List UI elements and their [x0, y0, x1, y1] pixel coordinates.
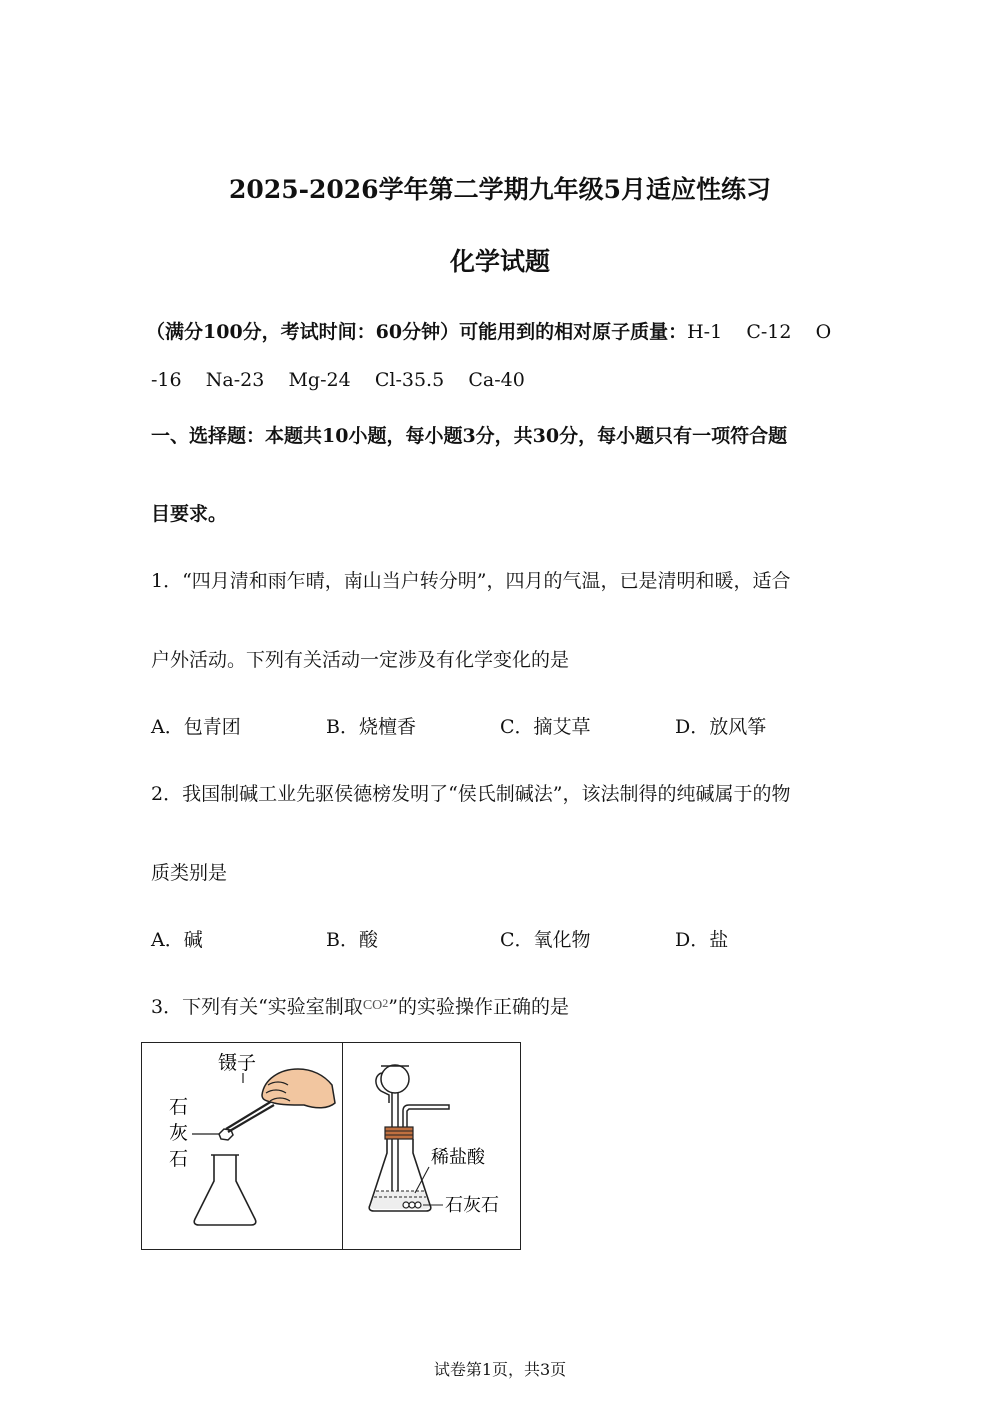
q1-stem-line1: 1．“四月清和雨乍晴，南山当户转分明”，四月的气温，已是清明和暖，适合 [151, 570, 791, 592]
section-heading-line1: 一、选择题：本题共10小题，每小题3分，共30分，每小题只有一项符合题 [151, 425, 788, 447]
tweezers-icon [226, 1101, 272, 1129]
q1-option-c[interactable]: C．摘艾草 [500, 716, 591, 738]
acid-label: 稀盐酸 [431, 1147, 485, 1168]
limestone-piece [403, 1202, 409, 1208]
q2-option-d[interactable]: D．盐 [675, 929, 729, 951]
section-heading-line2: 目要求。 [151, 503, 228, 525]
tweezers-label: 镊子 [218, 1052, 257, 1074]
co2-formula: CO [362, 998, 383, 1013]
limestone-label-3: 石 [169, 1148, 189, 1170]
q2-option-c[interactable]: C．氧化物 [500, 929, 591, 951]
page-footer: 试卷第1页，共3页 [433, 1360, 567, 1379]
exam-info-bold: （满分100分，考试时间：60分钟）可能用到的相对原子质量： [146, 321, 688, 343]
q1-option-a[interactable]: A．包青团 [151, 716, 241, 738]
apparatus-panel [343, 1043, 520, 1249]
q1-option-b[interactable]: B．烧檀香 [326, 716, 416, 738]
q1-option-d[interactable]: D．放风筝 [675, 716, 767, 738]
conical-flask-icon [194, 1155, 256, 1225]
co2-subscript: 2 [382, 996, 389, 1010]
q2-option-b[interactable]: B．酸 [326, 929, 378, 951]
limestone-right-label: 石灰石 [445, 1195, 499, 1216]
limestone-label-2: 灰 [169, 1122, 189, 1144]
hand-icon [262, 1069, 335, 1108]
tweezers-panel [142, 1043, 342, 1249]
atomic-masses-2: -16 Na-23 Mg-24 Cl-35.5 Ca-40 [151, 369, 525, 391]
subject-title: 化学试题 [449, 247, 550, 276]
exam-info [146, 317, 831, 344]
rubber-stopper [385, 1127, 413, 1139]
experiment-figure [141, 1042, 521, 1250]
exam-title: 2025-2026学年第二学期九年级5月适应性练习 [229, 175, 771, 204]
q1-stem-line2: 户外活动。下列有关活动一定涉及有化学变化的是 [151, 649, 570, 671]
q3-stem: 3．下列有关“实验室制取$^{CO2}$”的实验操作正确的是 [151, 996, 569, 1018]
q2-option-a[interactable]: A．碱 [151, 929, 203, 951]
q2-stem-line1: 2．我国制碱工业先驱侯德榜发明了“侯氏制碱法”，该法制得的纯碱属于的物 [151, 783, 791, 805]
q2-stem-line2: 质类别是 [151, 862, 228, 884]
limestone-label-1: 石 [169, 1096, 189, 1118]
atomic-masses-1: H-1 C-12 O [687, 321, 832, 343]
thistle-funnel-icon [376, 1073, 389, 1103]
